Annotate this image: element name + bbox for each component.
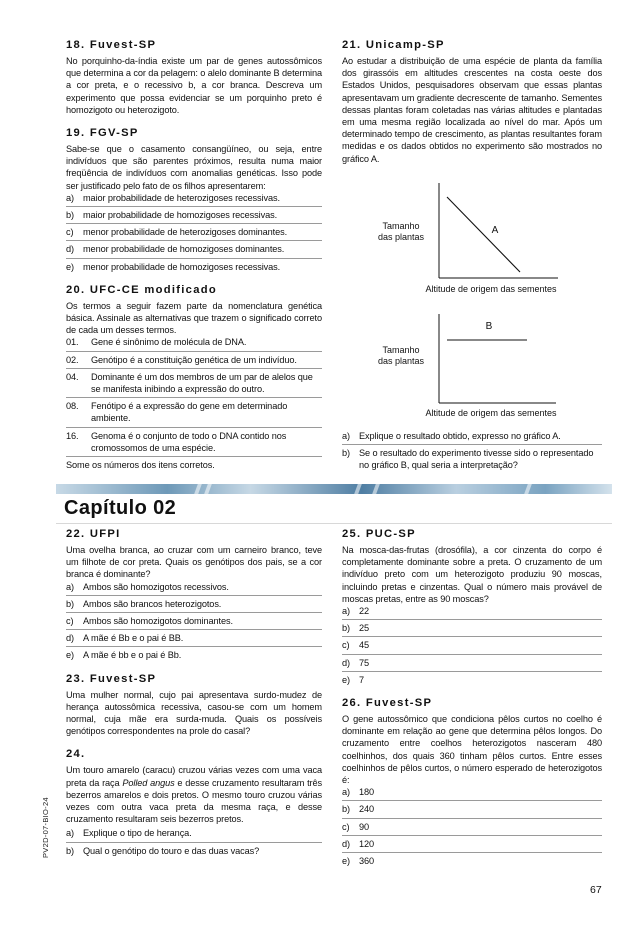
option-item: a) Explique o resultado obtido, expresso no gráfico A. [342,431,561,441]
q23-title: 23. Fuvest-SP [66,672,157,685]
option-item: b) Ambos são brancos heterozigotos. [66,598,222,609]
left-column-bottom [66,527,322,857]
option-item: b) maior probabilidade de homozigoses recessivas. [66,210,278,221]
q24-breed: Polled angus [122,777,175,788]
q22-text: Uma ovelha branca, ao cruzar com um carneiro branco, teve um filhote de cor preta. Quais os genótipos dos pais, se a cor branca é dominante? [66,545,322,580]
right-column-bottom [342,527,602,867]
option-item: a) 180 [342,787,375,798]
option-item: e) menor probabilidade de homozigoses recessivas. [66,261,281,272]
option-item: 01. Gene é sinônimo de molécula de DNA. [66,337,247,348]
q26-options [342,786,602,867]
q20-text: Os termos a seguir fazem parte da nomenclatura genética básica. Assinale as alternativas que trazem o significado correto de cada um desses termos. [66,300,322,336]
option-item: 02. Genótipo é a constituição genética de um indivíduo. [66,354,297,365]
graph-b-label: B [485,321,493,332]
q26-title: 26. Fuvest-SP [342,697,433,710]
option-item: d) 120 [342,838,375,849]
option-item: a) Ambos são homozigotos recessivos. [66,581,229,592]
option-item: c) 90 [342,821,370,832]
option-item: e) 360 [342,856,375,867]
option-item: a) maior probabilidade de heterozigoses recessivas. [66,192,280,203]
option-item: b) Qual o genótipo do touro e das duas vacas? [66,845,260,856]
q25-title: 25. PUC-SP [342,528,416,540]
option-item: d) 75 [342,657,370,668]
graph-b-ylabel-1: Tamanho [382,345,420,355]
side-code: PV2D-07-BIO-24 [41,797,50,858]
q21-text: Ao estudar a distribuição de uma espécie de planta da família dos girassóis em altitudes crescentes na costa oeste dos Estados Unidos, pesquisadores observam que essas plantas apresentavam um gradiente decrescente de tamanho. Sementes dessas plantas foram coletadas nas várias altitudes e plantadas em uma mesma região localizada ao nível do mar. Após um determinado tempo de crescimento, as plantas resultantes foram medidas e os dados obtidos no experimento são mostrados no gráfico A. [342,56,602,164]
q18-text: No porquinho-da-índia existe um par de genes autossômicos que determina a cor da pelagem: o alelo dominante B determina a cor preta, e o recessivo b, a cor branca. Descreva um experimento que possa evidenciar se um porquinho preto é homozigoto ou heterozigoto. [66,56,322,115]
option-item: b) Se o resultado do experimento tivesse sido o representado no gráfico B, qual seria a interpretação? [342,448,594,471]
chapter-divider [56,523,612,524]
q23-text: Uma mulher normal, cujo pai apresentava surdo-mudez de herança autossômica recessiva, casou-se com um homem normal, cuja mãe era surda-muda. Quais os possíveis genótipos correspondentes na prole do casal? [66,689,322,737]
option-item: e) 7 [342,674,365,685]
graph-a-ylabel-2: das plantas [377,232,425,242]
q19-title: 19. FGV-SP [66,127,139,140]
option-item: e) A mãe é bb e o pai é Bb. [66,650,182,661]
option-item: c) menor probabilidade de heterozigoses dominantes. [66,227,288,238]
option-item: d) menor probabilidade de homozigoses dominantes. [66,244,285,255]
q21-options [342,428,602,472]
graph-a-label: A [491,225,499,236]
q24-options [66,827,322,856]
option-item: 16. Genoma é o conjunto de todo o DNA contido nos cromossomos de uma espécie. [66,430,287,453]
option-item: d) A mãe é Bb e o pai é BB. [66,633,184,644]
graph-a-ylabel-1: Tamanho [382,221,420,231]
q18-title: 18. Fuvest-SP [66,39,157,51]
q19-text: Sabe-se que o casamento consangüíneo, ou seja, entre indivíduos que são parentes próximos, resulta numa maior freqüência de indivíduos com anomalias genéticas. Isso pode ser justificado pelo fato de os filhos apresentarem: [66,144,322,191]
graph-b-xlabel: Altitude de origem das sementes [425,408,557,418]
option-item: b) 25 [342,623,370,634]
option-item: b) 240 [342,804,375,815]
option-item: 04. Dominante é um dos membros de um par de alelos que se manifesta inibindo a expressão do outro. [66,371,313,395]
q26-text: O gene autossômico que condiciona pêlos curtos no coelho é dominante em relação ao gene que determina pêlos longos. Do cruzamento entre coelhos heterozigotos nasceram 480 coelhinhos, dos quais 360 tinham pêlos curtos. Entre esses coelhinhos de pêlos curtos, o número esperado de heterozigotos é: [342,714,602,786]
chapter-title: Capítulo 02 [64,497,177,519]
q21-title: 21. Unicamp-SP [342,39,445,51]
q20-title: 20. UFC-CE modificado [66,283,217,296]
q25-options [342,605,602,686]
q24-text: Um touro amarelo (caracu) cruzou várias vezes com uma vaca preta da raça Polled angus e desse cruzamento resultaram três bezerros amarelos e dois pretos. O mesmo touro cruzou várias vezes com outra vaca preta da mesma raça, e desse cruzamento resultaram seis bezerros pretos. [66,765,322,825]
option-item: 08. Fenótipo é a expressão do gene em determinado ambiente. [66,401,288,424]
q20-footer: Some os números dos itens corretos. [66,460,215,471]
option-item: a) Explique o tipo de herança. [66,828,192,839]
option-item: a) 22 [342,606,370,617]
q22-title: 22. UFPI [66,528,121,540]
chapter-banner [56,484,612,494]
option-item: c) Ambos são homozigotos dominantes. [66,616,233,627]
q25-text: Na mosca-das-frutas (drosófila), a cor cinzenta do corpo é completamente dominante sobre a preta. O cruzamento de um indivíduo preto com um heterozigoto produziu 90 moscas, incluindo pretas e cinzentas. Qual o número mais provável de moscas pretas, entre as 90 moscas? [342,545,602,604]
graph-b-ylabel-2: das plantas [377,356,425,366]
q24-title: 24. [66,748,86,761]
page-number: 67 [590,884,602,896]
graph-a-xlabel: Altitude de origem das sementes [425,284,557,294]
q22-options [66,581,322,662]
option-item: c) 45 [342,640,370,651]
